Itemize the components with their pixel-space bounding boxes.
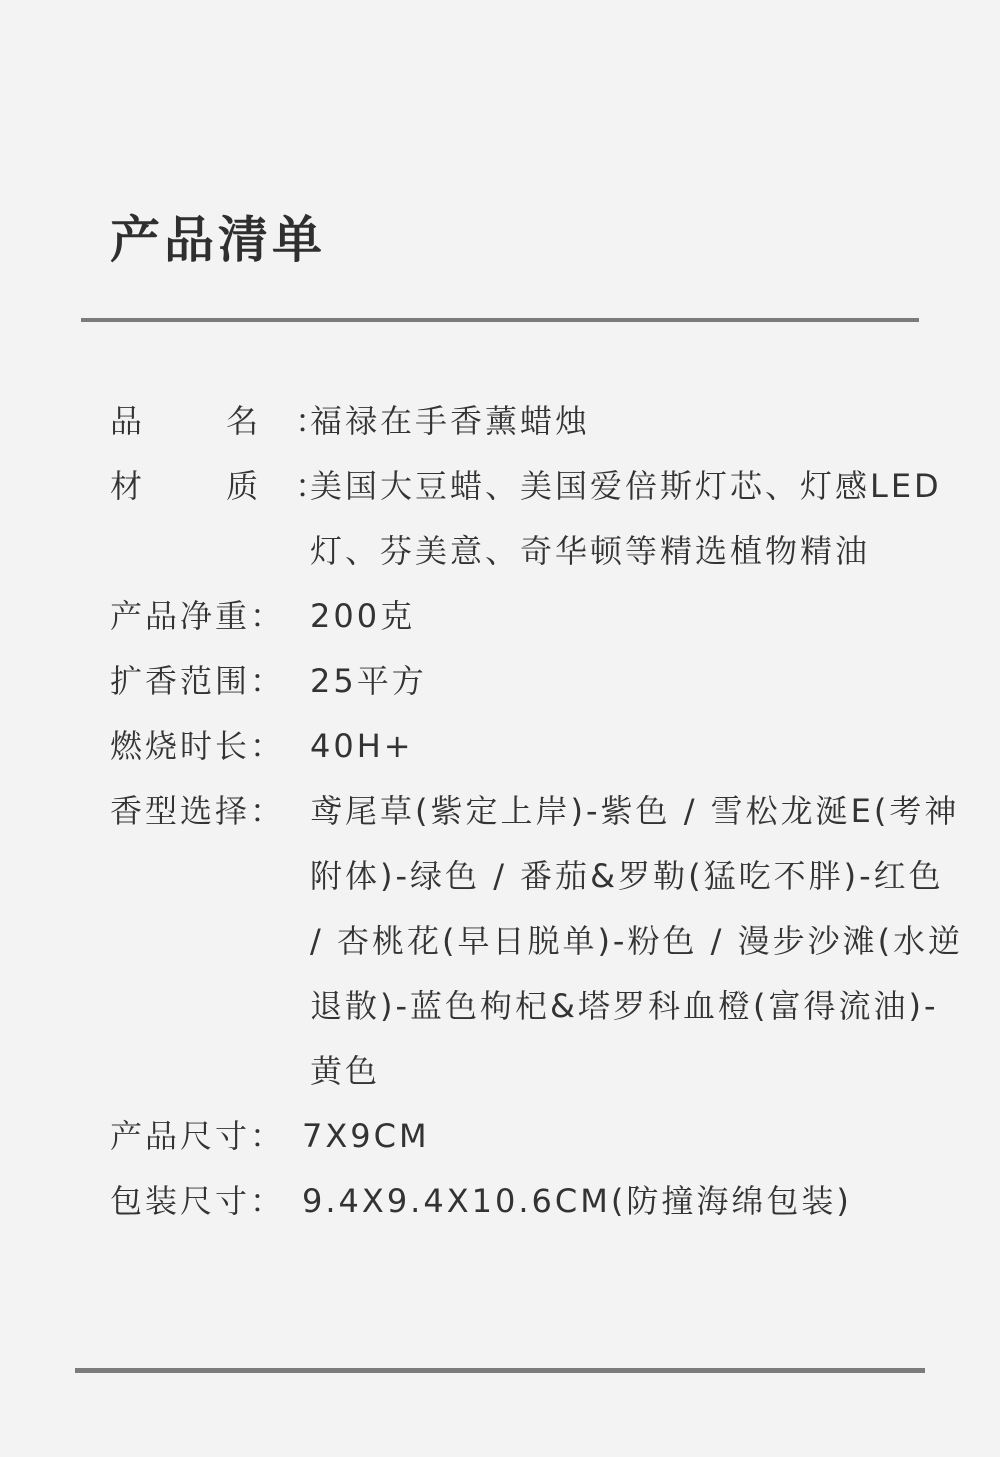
spec-label-material: 材 质： (110, 467, 365, 505)
spec-row-net-weight (110, 584, 970, 649)
spec-row-scent-choice (110, 779, 970, 1104)
spec-value-net-weight: 200克 (310, 597, 416, 635)
spec-value-scent-choice: 鸢尾草(紫定上岸)-紫色 / 雪松龙涎E(考神附体)-绿色 / 番茄&罗勒(猛吃不胖)-红色 / 杏桃花(早日脱单)-粉色 / 漫步沙滩(水逆退散)-蓝色枸杞&塔罗科血橙(富得流油)-黄色 (310, 792, 964, 1090)
spec-row-package-size (110, 1169, 970, 1234)
spec-value-material: 美国大豆蜡、美国爱倍斯灯芯、灯感LED灯、芬美意、奇华顿等精选植物精油 (310, 467, 942, 570)
spec-label-burn-time: 燃烧时长： (110, 727, 286, 765)
page-title: 产品清单 (110, 211, 326, 269)
spec-row-diffusion-range (110, 649, 970, 714)
spec-label-scent-choice: 香型选择： (110, 792, 286, 830)
spec-label-product-size: 产品尺寸： (110, 1117, 286, 1155)
spec-row-name (110, 389, 970, 454)
spec-row-product-size (110, 1104, 970, 1169)
spec-value-diffusion-range: 25平方 (310, 662, 427, 700)
spec-value-name: 福禄在手香薰蜡烛 (310, 402, 591, 440)
spec-label-name: 品 名： (110, 402, 365, 440)
spec-label-net-weight: 产品净重： (110, 597, 286, 635)
spec-value-package-size: 9.4X9.4X10.6CM(防撞海绵包装) (302, 1182, 852, 1220)
bottom-divider (75, 1368, 925, 1373)
spec-label-package-size: 包装尺寸： (110, 1182, 286, 1220)
top-divider (81, 318, 919, 322)
spec-row-material (110, 454, 970, 584)
spec-row-burn-time (110, 714, 970, 779)
spec-value-product-size: 7X9CM (302, 1117, 430, 1155)
spec-label-diffusion-range: 扩香范围： (110, 662, 286, 700)
spec-value-burn-time: 40H+ (310, 727, 414, 765)
spec-list (110, 389, 970, 1234)
